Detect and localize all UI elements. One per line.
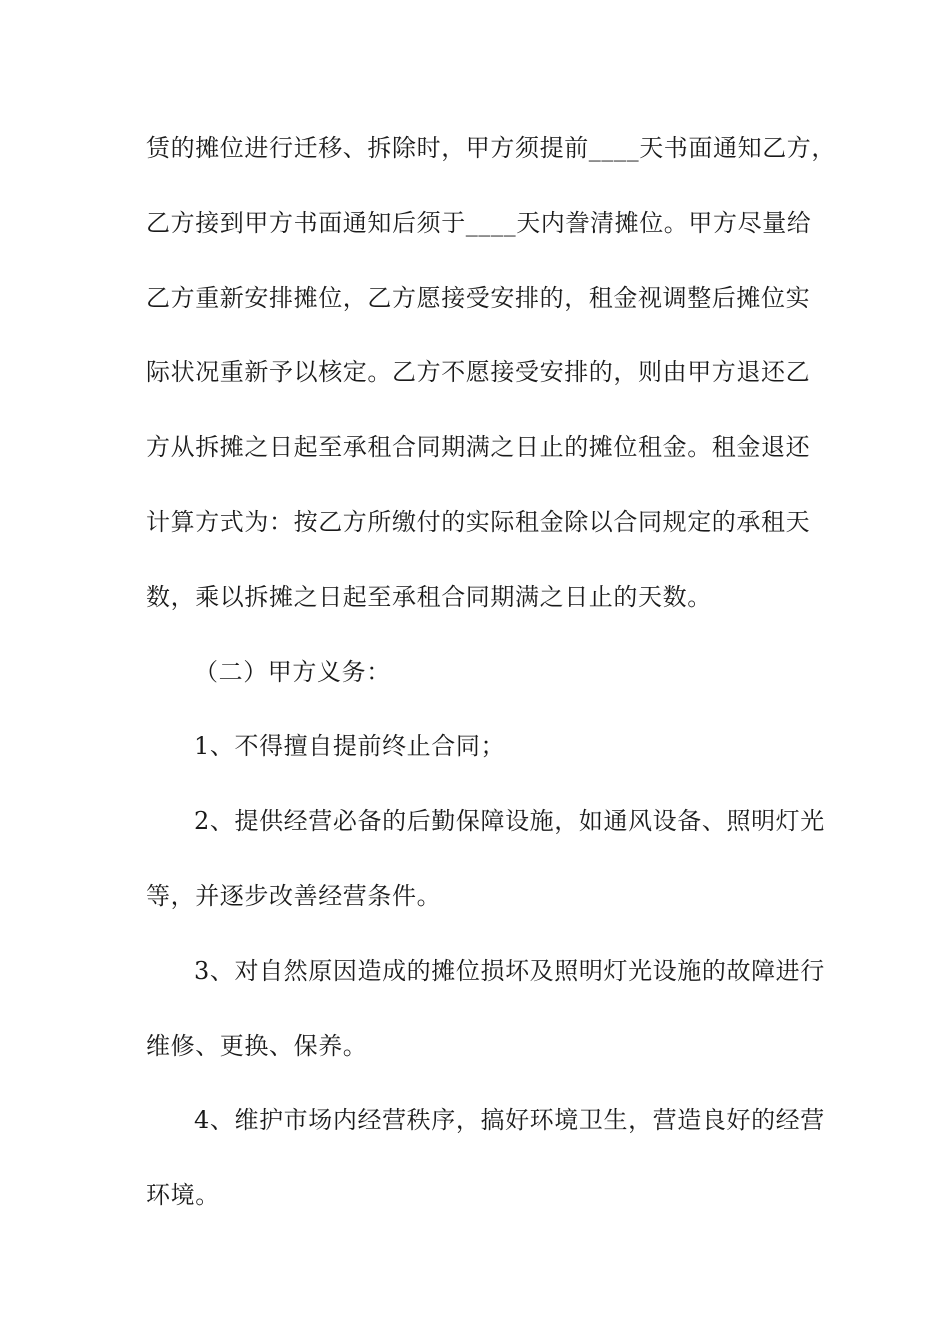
- text-line: 环境。: [146, 1181, 220, 1210]
- list-item: 2、提供经营必备的后勤保障设施，如通风设备、照明灯光: [194, 807, 825, 836]
- list-item: 3、对自然原因造成的摊位损坏及照明灯光设施的故障进行: [194, 956, 825, 985]
- text-line: 维修、更换、保养。: [146, 1031, 368, 1060]
- document-body: [146, 128, 836, 1250]
- text-line: 方从拆摊之日起至承租合同期满之日止的摊位租金。租金退还: [146, 433, 811, 462]
- text-line: 等，并逐步改善经营条件。: [146, 881, 442, 910]
- text-line: 赁的摊位进行迁移、拆除时，甲方须提前____天书面通知乙方，: [146, 134, 836, 162]
- list-item: 4、维护市场内经营秩序，搞好环境卫生，营造良好的经营: [194, 1106, 825, 1135]
- section-heading: （二）甲方义务：: [194, 657, 391, 686]
- list-item: 1、不得擅自提前终止合同；: [194, 732, 506, 761]
- text-line: 际状况重新予以核定。乙方不愿接受安排的，则由甲方退还乙: [146, 358, 811, 387]
- text-line: 计算方式为：按乙方所缴付的实际租金除以合同规定的承租天: [146, 507, 811, 536]
- text-line: 数，乘以拆摊之日起至承租合同期满之日止的天数。: [146, 582, 712, 611]
- text-line: 乙方接到甲方书面通知后须于____天内誊清摊位。甲方尽量给: [146, 208, 812, 237]
- text-line: 乙方重新安排摊位，乙方愿接受安排的，租金视调整后摊位实: [146, 283, 811, 312]
